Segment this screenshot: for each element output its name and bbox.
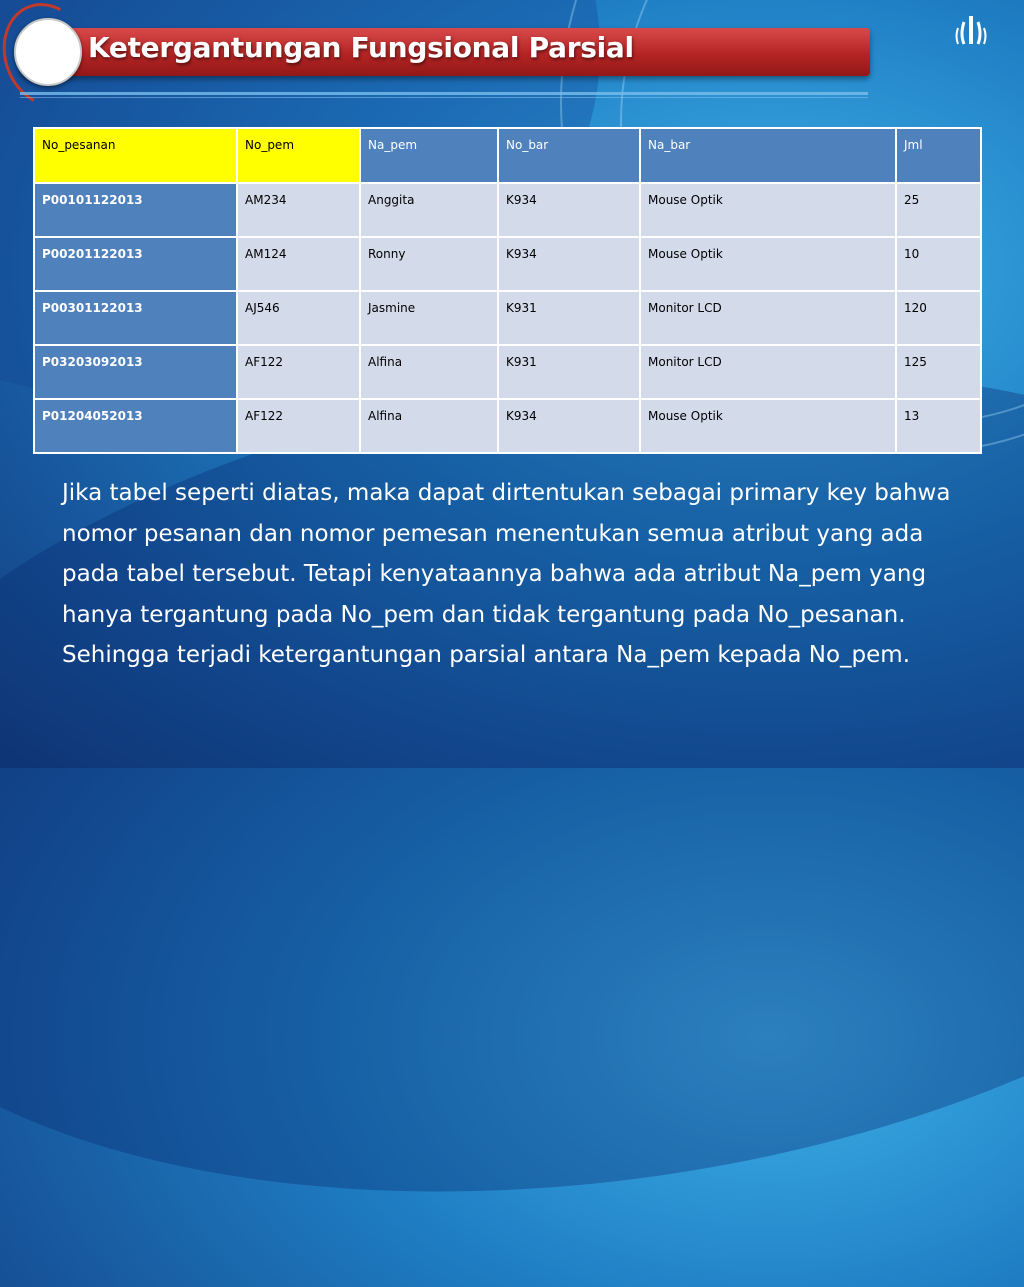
table-cell: Alfina — [360, 399, 498, 453]
table-cell: K931 — [498, 345, 640, 399]
table-cell: Mouse Optik — [640, 237, 896, 291]
title-underline — [20, 97, 868, 98]
column-header: No_pem — [237, 128, 360, 183]
table-cell: Mouse Optik — [640, 399, 896, 453]
table-row — [34, 291, 981, 345]
table-cell: Alfina — [360, 345, 498, 399]
table-row — [34, 237, 981, 291]
table-cell: P00301122013 — [34, 291, 237, 345]
table-cell: Monitor LCD — [640, 291, 896, 345]
table-cell: P03203092013 — [34, 345, 237, 399]
slide-title: Ketergantungan Fungsional Parsial — [88, 31, 634, 64]
table-cell: Mouse Optik — [640, 183, 896, 237]
table-cell: AJ546 — [237, 291, 360, 345]
table-row — [34, 345, 981, 399]
table-cell: P01204052013 — [34, 399, 237, 453]
table-row — [34, 183, 981, 237]
table-cell: AM124 — [237, 237, 360, 291]
column-header: No_bar — [498, 128, 640, 183]
column-header: Na_pem — [360, 128, 498, 183]
university-logo-icon — [946, 14, 996, 66]
table-cell: AM234 — [237, 183, 360, 237]
data-table — [33, 127, 982, 454]
table-cell: AF122 — [237, 345, 360, 399]
table-cell: Anggita — [360, 183, 498, 237]
table-header-row — [34, 128, 981, 183]
table-row — [34, 399, 981, 453]
column-header: No_pesanan — [34, 128, 237, 183]
column-header: Na_bar — [640, 128, 896, 183]
body-paragraph: Jika tabel seperti diatas, maka dapat dirtentukan sebagai primary key bahwa nomor pesanan dan nomor pemesan menentukan semua atribut yang ada pada tabel tersebut. Tetapi kenyataannya bahwa ada atribut Na_pem yang hanya tergantung pada No_pem dan tidak tergantung pada No_pesanan. Sehingga terjadi ketergantungan parsial antara Na_pem kepada No_pem. — [62, 480, 951, 668]
table-cell: 25 — [896, 183, 981, 237]
table-cell: 10 — [896, 237, 981, 291]
table-cell: K931 — [498, 291, 640, 345]
table-cell: P00201122013 — [34, 237, 237, 291]
table-cell: K934 — [498, 399, 640, 453]
column-header: Jml — [896, 128, 981, 183]
table-cell: 120 — [896, 291, 981, 345]
table-cell: Monitor LCD — [640, 345, 896, 399]
table-cell: 13 — [896, 399, 981, 453]
table-cell: Jasmine — [360, 291, 498, 345]
title-underline — [20, 92, 868, 95]
table-cell: 125 — [896, 345, 981, 399]
table-cell: P00101122013 — [34, 183, 237, 237]
table-cell: K934 — [498, 183, 640, 237]
table-cell: Ronny — [360, 237, 498, 291]
table-cell: AF122 — [237, 399, 360, 453]
title-circle — [14, 18, 82, 86]
table-cell: K934 — [498, 237, 640, 291]
